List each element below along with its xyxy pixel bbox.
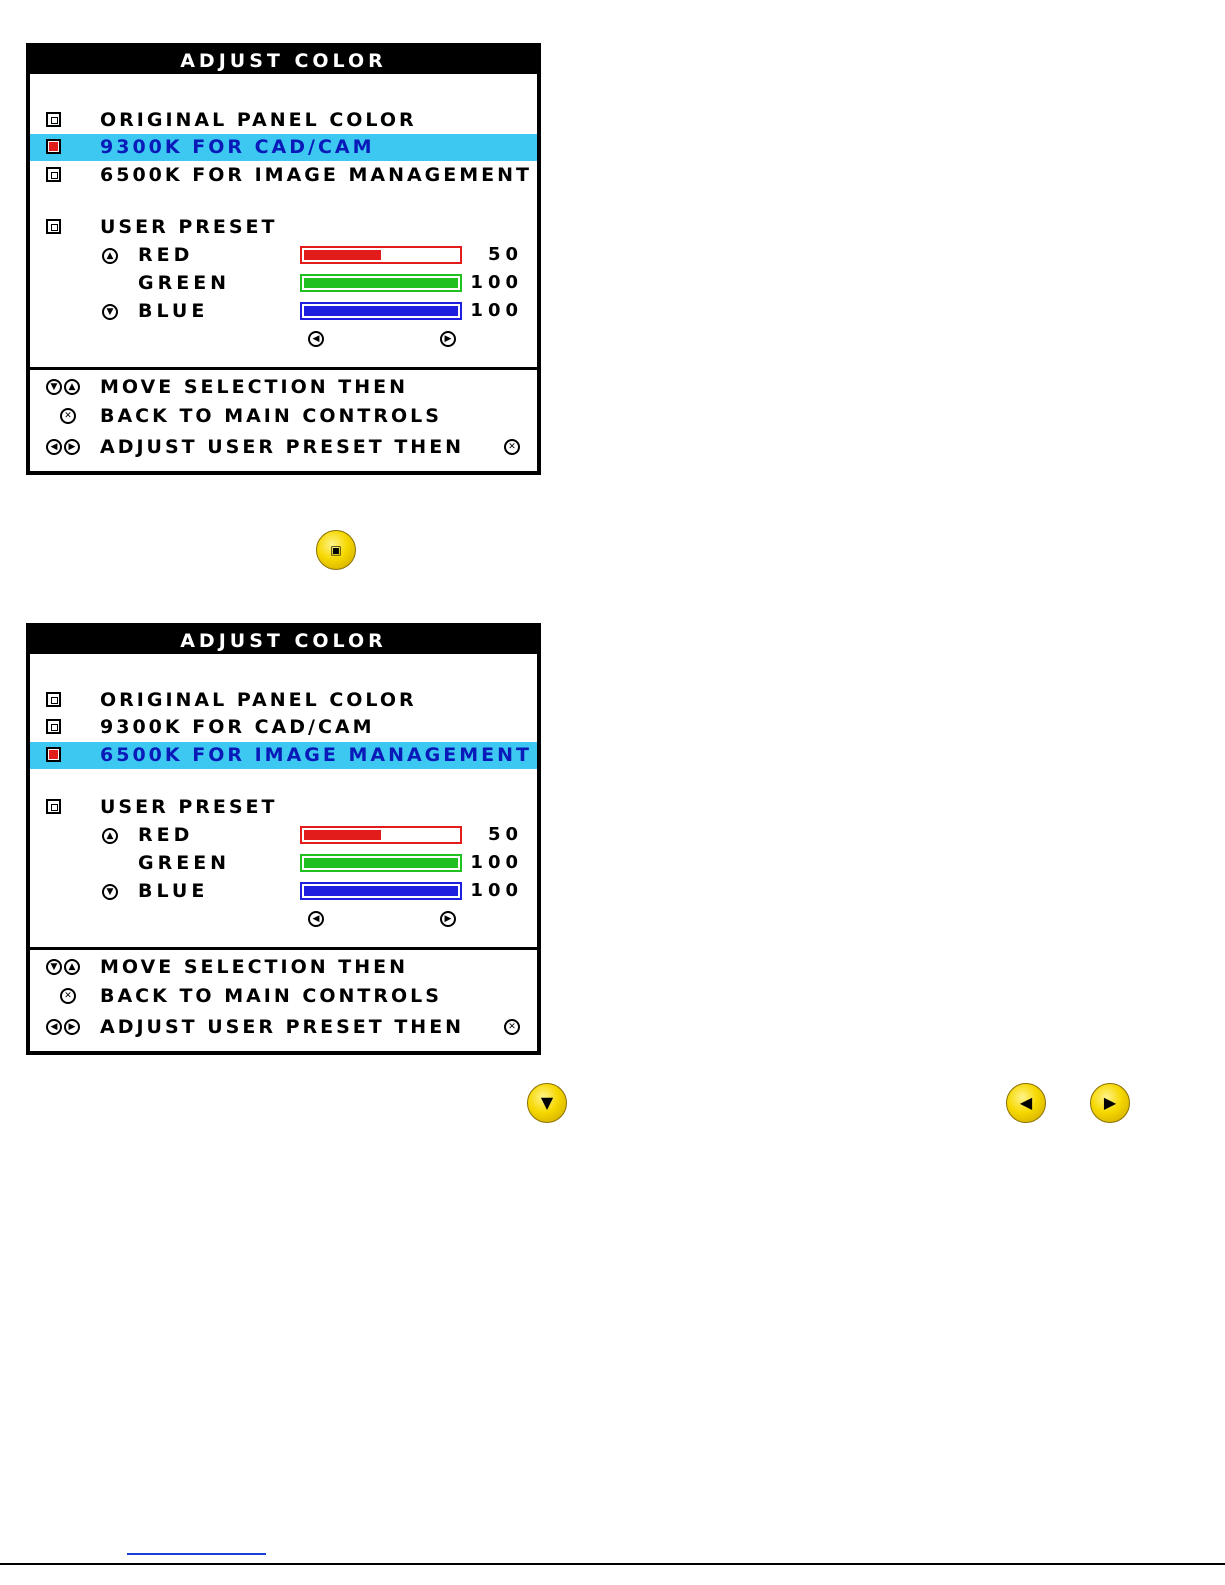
help-move-selection: MOVE SELECTION THEN	[100, 956, 408, 978]
adjust-color-panel-1	[26, 43, 541, 475]
left-arrow-icon: ◀	[46, 1019, 62, 1035]
blue-slider[interactable]	[300, 882, 462, 900]
divider	[30, 947, 537, 950]
ok-icon: ✕	[60, 408, 76, 424]
divider	[30, 367, 537, 370]
red-slider[interactable]	[300, 246, 462, 264]
menu-item-9300k[interactable]	[30, 714, 537, 741]
down-arrow-icon: ▼	[102, 304, 118, 320]
slider-value-blue: 100	[470, 300, 523, 321]
up-arrow-icon: ▲	[64, 379, 80, 395]
help-back-main: BACK TO MAIN CONTROLS	[100, 985, 442, 1007]
down-arrow-icon: ▼	[102, 884, 118, 900]
slider-label-blue: BLUE	[138, 880, 209, 902]
slider-label-green: GREEN	[138, 272, 231, 294]
adjust-color-panel-2	[26, 623, 541, 1055]
green-slider[interactable]	[300, 854, 462, 872]
down-button-icon[interactable]: ▼	[527, 1083, 567, 1123]
ok-icon: ✕	[504, 439, 520, 455]
checkbox-selected-icon	[46, 747, 61, 762]
ok-button-icon[interactable]: ▣	[316, 530, 356, 570]
left-arrow-icon: ◀	[308, 911, 324, 927]
slider-fill	[304, 250, 381, 260]
up-arrow-icon: ▲	[102, 828, 118, 844]
menu-item-label: ORIGINAL PANEL COLOR	[100, 689, 417, 711]
slider-fill	[304, 278, 458, 288]
slider-fill	[304, 858, 458, 868]
slider-label-blue: BLUE	[138, 300, 209, 322]
checkbox-icon	[46, 219, 61, 234]
slider-label-red: RED	[138, 244, 194, 266]
ok-icon: ✕	[504, 1019, 520, 1035]
right-button-icon[interactable]: ▶	[1090, 1083, 1130, 1123]
left-button-icon[interactable]: ◀	[1006, 1083, 1046, 1123]
menu-item-original-panel-color[interactable]	[30, 687, 537, 714]
left-arrow-icon: ◀	[308, 331, 324, 347]
menu-item-label: 9300K FOR CAD/CAM	[100, 136, 375, 158]
right-arrow-icon: ▶	[64, 1019, 80, 1035]
panel-title: ADJUST COLOR	[30, 47, 537, 74]
menu-item-label: 6500K FOR IMAGE MANAGEMENT	[100, 744, 533, 766]
slider-fill	[304, 306, 458, 316]
menu-item-label: 6500K FOR IMAGE MANAGEMENT	[100, 164, 533, 186]
checkbox-icon	[46, 719, 61, 734]
red-slider[interactable]	[300, 826, 462, 844]
left-arrow-icon: ◀	[46, 439, 62, 455]
right-arrow-icon: ▶	[64, 439, 80, 455]
menu-item-user-preset[interactable]	[30, 214, 537, 241]
menu-item-original-panel-color[interactable]	[30, 107, 537, 134]
menu-item-6500k[interactable]	[30, 742, 537, 769]
checkbox-icon	[46, 692, 61, 707]
slider-label-green: GREEN	[138, 852, 231, 874]
checkbox-icon	[46, 799, 61, 814]
down-arrow-icon: ▼	[46, 959, 62, 975]
slider-fill	[304, 830, 381, 840]
menu-item-label: 9300K FOR CAD/CAM	[100, 716, 375, 738]
right-arrow-icon: ▶	[440, 331, 456, 347]
help-adjust-preset: ADJUST USER PRESET THEN	[100, 1016, 465, 1038]
checkbox-icon	[46, 167, 61, 182]
slider-value-green: 100	[470, 852, 523, 873]
footer-divider	[0, 1563, 1225, 1565]
checkbox-icon	[46, 112, 61, 127]
green-slider[interactable]	[300, 274, 462, 292]
down-arrow-icon: ▼	[46, 379, 62, 395]
menu-item-label: ORIGINAL PANEL COLOR	[100, 109, 417, 131]
menu-item-9300k[interactable]	[30, 134, 537, 161]
slider-label-red: RED	[138, 824, 194, 846]
help-back-main: BACK TO MAIN CONTROLS	[100, 405, 442, 427]
right-arrow-icon: ▶	[440, 911, 456, 927]
slider-value-blue: 100	[470, 880, 523, 901]
panel-title: ADJUST COLOR	[30, 627, 537, 654]
slider-value-red: 50	[487, 244, 523, 265]
checkbox-selected-icon	[46, 139, 61, 154]
up-arrow-icon: ▲	[64, 959, 80, 975]
menu-item-6500k[interactable]	[30, 162, 537, 189]
slider-fill	[304, 886, 458, 896]
footer-link-underline[interactable]	[127, 1553, 266, 1555]
menu-item-label: USER PRESET	[100, 796, 278, 818]
menu-item-user-preset[interactable]	[30, 794, 537, 821]
help-adjust-preset: ADJUST USER PRESET THEN	[100, 436, 465, 458]
ok-icon: ✕	[60, 988, 76, 1004]
slider-value-red: 50	[487, 824, 523, 845]
slider-value-green: 100	[470, 272, 523, 293]
help-move-selection: MOVE SELECTION THEN	[100, 376, 408, 398]
up-arrow-icon: ▲	[102, 248, 118, 264]
blue-slider[interactable]	[300, 302, 462, 320]
menu-item-label: USER PRESET	[100, 216, 278, 238]
